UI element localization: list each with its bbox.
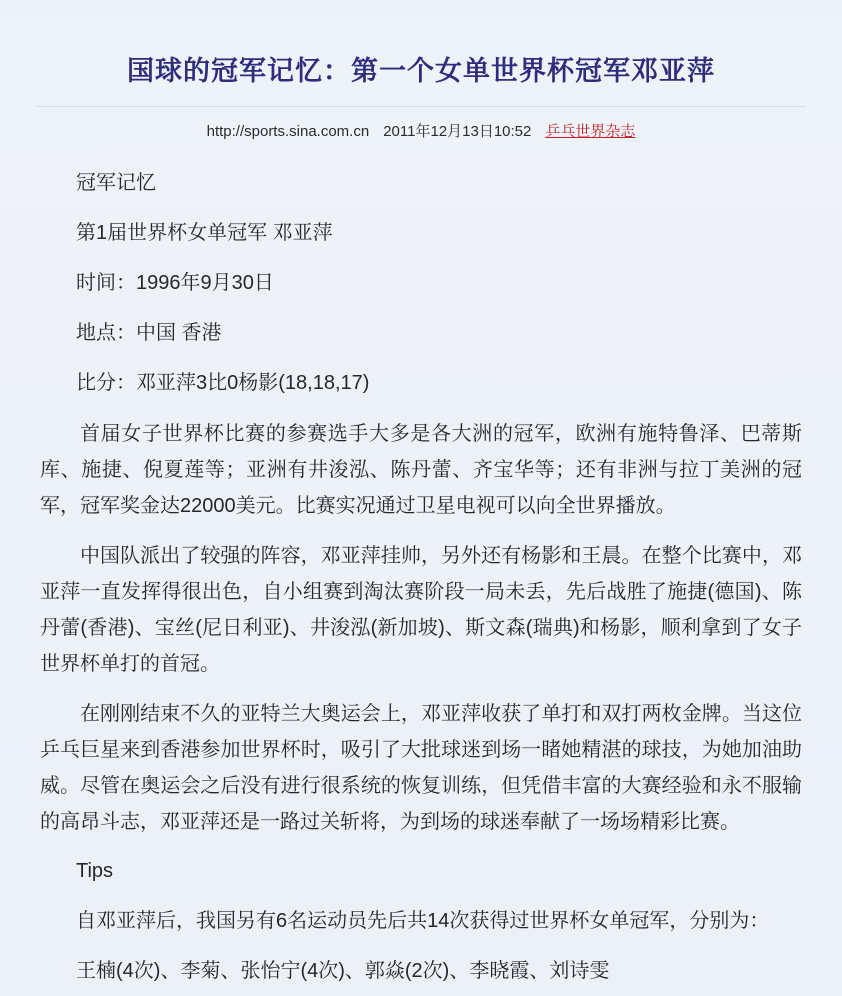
- source-line: [0, 122, 842, 142]
- tips-intro: 自邓亚萍后，我国另有6名运动员先后共14次获得过世界杯女单冠军，分别为：: [76, 910, 770, 933]
- title-divider: [36, 106, 806, 107]
- source-url: http://sports.sina.com.cn: [206, 123, 370, 141]
- publish-datetime: 2011年12月13日10:52: [383, 123, 532, 141]
- article-page: [0, 18, 842, 996]
- meta-line-score: 比分：邓亚萍3比0杨影(18,18,17): [76, 372, 370, 395]
- paragraph-2: 中国队派出了较强的阵容，邓亚萍挂帅，另外还有杨影和王晨。在整个比赛中，邓亚萍一直发挥得很出色，自小组赛到淘汰赛阶段一局未丢，先后战胜了施捷(德国)、陈丹蕾(香港)、宝丝(尼日利亚)、井浚泓(新加坡)、斯文森(瑞典)和杨影，顺利拿到了女子世界杯单打的首冠。: [40, 545, 802, 676]
- tips-names: 王楠(4次)、李菊、张怡宁(4次)、郭焱(2次)、李晓霞、刘诗雯: [76, 960, 610, 983]
- tips-label: Tips: [76, 860, 114, 883]
- paragraph-3: 在刚刚结束不久的亚特兰大奥运会上，邓亚萍收获了单打和双打两枚金牌。当这位乒乓巨星来到香港参加世界杯时，吸引了大批球迷到场一睹她精湛的球技，为她加油助威。尽管在奥运会之后没有进行很系统的恢复训练，但凭借丰富的大赛经验和永不服输的高昂斗志，邓亚萍还是一路过关斩将，为到场的球迷奉献了一场场精彩比赛。: [40, 703, 802, 834]
- paragraph-1: 首届女子世界杯比赛的参赛选手大多是各大洲的冠军，欧洲有施特鲁泽、巴蒂斯库、施捷、倪夏莲等；亚洲有井浚泓、陈丹蕾、齐宝华等；还有非洲与拉丁美洲的冠军，冠军奖金达22000美元。比赛实况通过卫星电视可以向全世界播放。: [40, 423, 802, 518]
- meta-line-place: 地点：中国 香港: [76, 322, 222, 345]
- meta-line-champion: 第1届世界杯女单冠军 邓亚萍: [76, 222, 333, 245]
- meta-line-time: 时间：1996年9月30日: [76, 272, 274, 295]
- publication-link[interactable]: 乒乓世界杂志: [545, 123, 636, 141]
- article-body: [40, 166, 802, 988]
- page-title: 国球的冠军记忆：第一个女单世界杯冠军邓亚萍: [127, 56, 715, 87]
- meta-line-memory-title: 冠军记忆: [76, 172, 156, 195]
